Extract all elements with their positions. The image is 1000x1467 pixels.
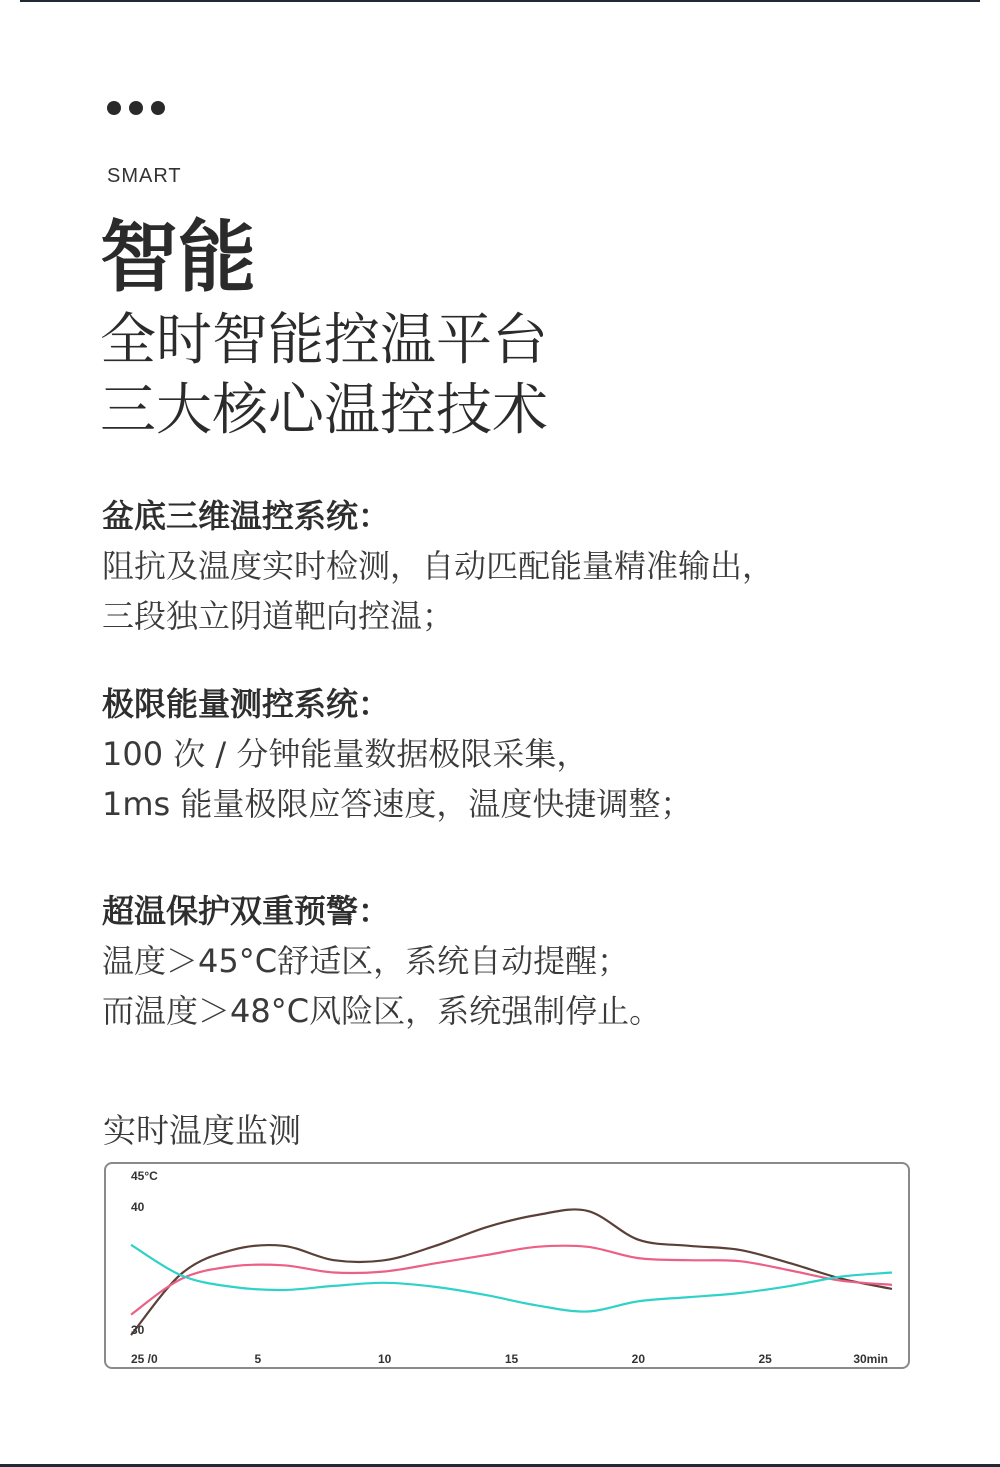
series-line-1 (131, 1209, 892, 1335)
dot (151, 101, 165, 115)
section-line: 温度＞45°C舒适区，系统自动提醒； (102, 942, 630, 980)
section-line: 三段独立阴道靶向控温； (102, 597, 455, 635)
page-title: 智能 (100, 213, 257, 303)
section-line: 而温度＞48°C风险区，系统强制停止。 (102, 992, 662, 1030)
section-heading: 超温保护双重预警： (102, 892, 391, 930)
y-tick-label: 30 (131, 1323, 145, 1337)
feature-section (102, 491, 774, 641)
eyebrow-label: SMART (107, 165, 182, 187)
x-tick-label: 25 /0 (131, 1352, 158, 1366)
top-divider (20, 0, 980, 2)
section-line: 阻抗及温度实时检测，自动匹配能量精准输出， (102, 547, 775, 585)
chart-title: 实时温度监测 (103, 1111, 301, 1150)
temperature-chart (104, 1162, 910, 1369)
page-subtitle (100, 306, 548, 446)
subtitle-line: 全时智能控温平台 (100, 308, 548, 373)
chart-canvas (106, 1164, 912, 1371)
series-line-2 (131, 1246, 892, 1315)
series-line-3 (131, 1245, 892, 1312)
x-tick-label: 25 (758, 1352, 772, 1366)
x-tick-label: 15 (504, 1352, 519, 1366)
section-heading: 盆底三维温控系统： (102, 497, 391, 535)
feature-section (102, 886, 661, 1036)
section-heading: 极限能量测控系统： (102, 685, 391, 723)
section-line: 100 次 / 分钟能量数据极限采集， (102, 735, 589, 773)
subtitle-line: 三大核心温控技术 (100, 378, 548, 443)
y-tick-label: 45°C (131, 1169, 158, 1183)
ellipsis-icon (107, 101, 165, 115)
dot (107, 101, 121, 115)
dot (129, 101, 143, 115)
x-tick-label: 30min (853, 1352, 888, 1366)
feature-section (102, 679, 692, 829)
x-tick-label: 5 (254, 1352, 262, 1366)
y-tick-label: 40 (131, 1200, 145, 1214)
x-tick-label: 10 (377, 1352, 392, 1366)
section-line: 1ms 能量极限应答速度，温度快捷调整； (102, 785, 693, 823)
x-tick-label: 20 (631, 1352, 646, 1366)
